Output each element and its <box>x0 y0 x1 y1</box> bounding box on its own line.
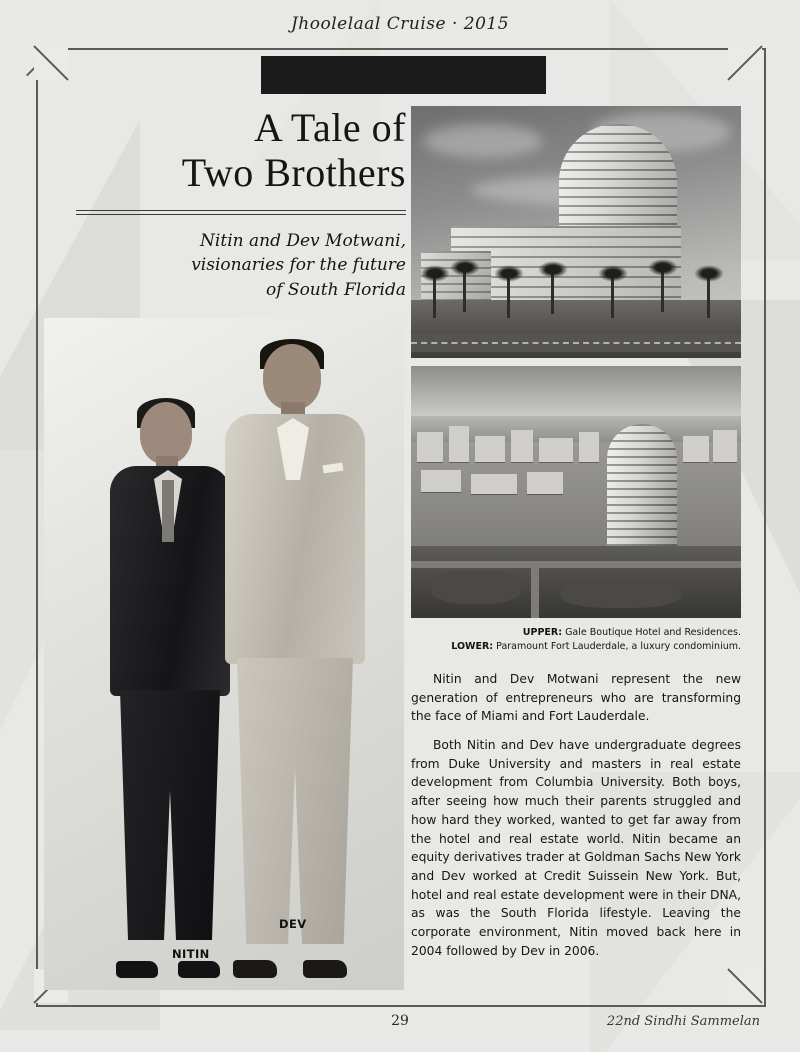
photo-building <box>527 472 563 494</box>
head <box>263 344 321 410</box>
title-bar-accent <box>261 56 546 94</box>
photo-building <box>511 430 533 462</box>
photo-building <box>471 474 517 494</box>
caption-lower-text: Paramount Fort Lauderdale, a luxury condominium. <box>496 641 741 653</box>
body-paragraph: Nitin and Dev Motwani represent the new generation of entrepreneurs who are transforming the face of Miami and Fort Lauderdale. <box>411 672 741 724</box>
trousers <box>237 658 353 944</box>
headline-line-1: A Tale of <box>253 105 406 150</box>
photo-gale-hotel <box>411 106 741 358</box>
photo-building <box>475 436 505 462</box>
title-block <box>56 106 406 303</box>
deck-line-3: of South Florida <box>266 279 406 300</box>
deck-line-2: visionaries for the future <box>191 255 406 276</box>
body-paragraph: Both Nitin and Dev have undergraduate degrees from Duke University and masters in real estate development from Columbia University. Both boys, after seeing how much their parents struggled and how hard they worked, wanted to get far away from the hotel and real estate world. Nitin became an equity derivatives trader at Goldman Sachs New York and Dev worked at Credit Suissein New York. But, hotel and real estate development were in their DNA, as was the South Florida lifestyle. Leaving the corporate environment, Nitin moved back here in 2004 followed by Dev in 2006. <box>411 738 741 958</box>
deck-line-1: Nitin and Dev Motwani, <box>200 230 406 251</box>
photo-road <box>531 562 539 618</box>
name-label-nitin: NITIN <box>172 947 210 961</box>
photo-road <box>411 561 741 568</box>
photo-paramount-aerial <box>411 366 741 618</box>
trousers <box>120 690 220 940</box>
shoe <box>116 961 158 978</box>
photo-building <box>449 426 469 462</box>
deck-text <box>56 229 406 303</box>
photo-two-brothers <box>44 318 404 990</box>
page-number: 29 <box>391 1013 409 1029</box>
masthead-title: Jhoolelaal Cruise · 2015 <box>290 14 510 34</box>
caption-lower-label: LOWER: <box>451 641 494 653</box>
photo-building <box>421 470 461 492</box>
headline-rule-bottom <box>76 214 406 215</box>
photo-building <box>683 436 709 462</box>
photo-paramount-tower <box>607 424 677 564</box>
article-content <box>36 48 762 1003</box>
headline-rule-top <box>76 210 406 211</box>
photo-palm-tree <box>551 272 554 314</box>
caption-upper-text: Gale Boutique Hotel and Residences. <box>565 627 741 638</box>
photo-vegetation <box>431 570 521 604</box>
photo-cloud <box>423 124 543 158</box>
photo-road <box>411 334 741 352</box>
name-label-dev: DEV <box>279 917 307 931</box>
shoe <box>233 960 277 978</box>
shoe <box>303 960 347 978</box>
article-body <box>411 670 741 970</box>
footer-event-name: 22nd Sindhi Sammelan <box>606 1014 760 1029</box>
person-dev <box>219 344 369 962</box>
photo-palm-tree <box>611 276 614 318</box>
photo-palm-tree <box>463 270 466 312</box>
photo-palm-tree <box>661 270 664 312</box>
photo-building <box>539 438 573 462</box>
shoe <box>178 961 220 978</box>
photo-building <box>417 432 443 462</box>
photo-palm-tree <box>433 276 436 318</box>
photo-vegetation <box>561 578 681 608</box>
photo-palm-tree <box>507 276 510 318</box>
head <box>140 402 192 464</box>
person-nitin <box>104 402 236 962</box>
photo-caption <box>411 626 741 655</box>
photo-building <box>713 430 737 462</box>
headline-line-2: Two Brothers <box>181 149 406 195</box>
photo-building <box>579 432 599 462</box>
caption-upper-label: UPPER: <box>522 627 563 638</box>
photo-palm-tree <box>707 276 710 318</box>
necktie <box>162 480 174 542</box>
